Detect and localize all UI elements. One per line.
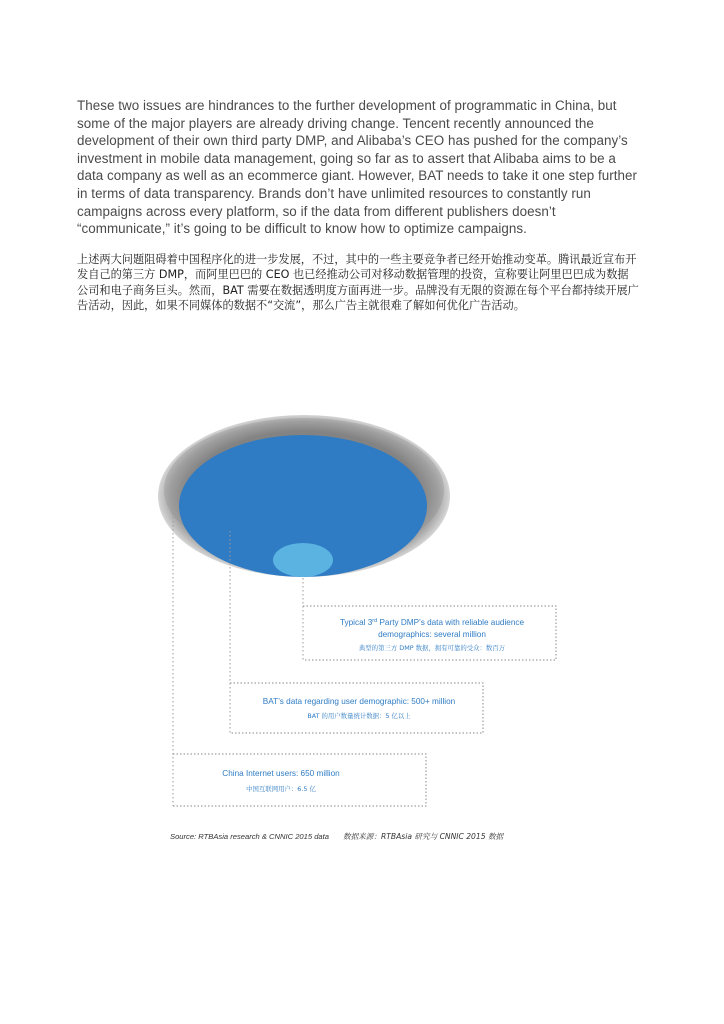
dmp-line2: demographics: several million [378, 630, 486, 639]
dmp-label-zh: 典型的第三方 DMP 数据，拥有可靠的受众：数百万 [358, 644, 506, 652]
bat-label-zh: BAT 的用户数量统计数据：5 亿以上 [307, 712, 411, 720]
chinese-paragraph: 上述两大问题阻碍着中国程序化的进一步发展，不过，其中的一些主要竞争者已经开始推动变革。腾讯最近宣布开发自己的第三方 DMP，而阿里巴巴的 CEO 也已经推动公司对移动数据管理的投资，宣称要让阿里巴巴成为数据公司和电子商务巨头。然而，BAT 需要在数据透明度方面再进一步。品牌没有无限的资源在每个平台都持续开展广告活动，因此，如果不同媒体的数据不“交流”，那么广告主就很难了解如何优化广告活动。 [77, 253, 639, 312]
dmp-data-disc [273, 543, 333, 577]
dmp-line1: Typical 3rd Party DMP’s data with reliable audience [339, 618, 525, 627]
source-note [170, 831, 503, 842]
bat-callout-box [230, 683, 483, 733]
bat-label-en: BAT’s data regarding user demographic: 500+ million [262, 697, 456, 706]
dmp-callout-box [303, 606, 556, 660]
english-paragraph: These two issues are hindrances to the further development of programmatic in China, but some of the major players are already driving change. Tencent recently announced the development of their own third party DMP, and Alibaba’s CEO has pushed for the company’s investment in mobile data management, going so far as to assert that Alibaba aims to be a data company as well as an ecommerce giant. However, BAT needs to take it one step further in terms of data transparency. Brands don’t have unlimited resources to constantly run campaigns across every platform, so if the data from different publishers doesn’t “communicate,” it’s going to be difficult to know how to optimize campaigns. [77, 98, 638, 237]
internet-callout-box [173, 754, 426, 806]
internet-label-en: China Internet users: 650 million [222, 769, 340, 778]
source-zh: 数据来源：RTBAsia 研究与 CNNIC 2015 数据 [342, 832, 504, 841]
internet-label-zh: 中国互联网用户：6.5 亿 [246, 785, 316, 793]
source-en: Source: RTBAsia research & CNNIC 2015 data [170, 832, 329, 841]
data-scale-diagram [0, 400, 724, 860]
